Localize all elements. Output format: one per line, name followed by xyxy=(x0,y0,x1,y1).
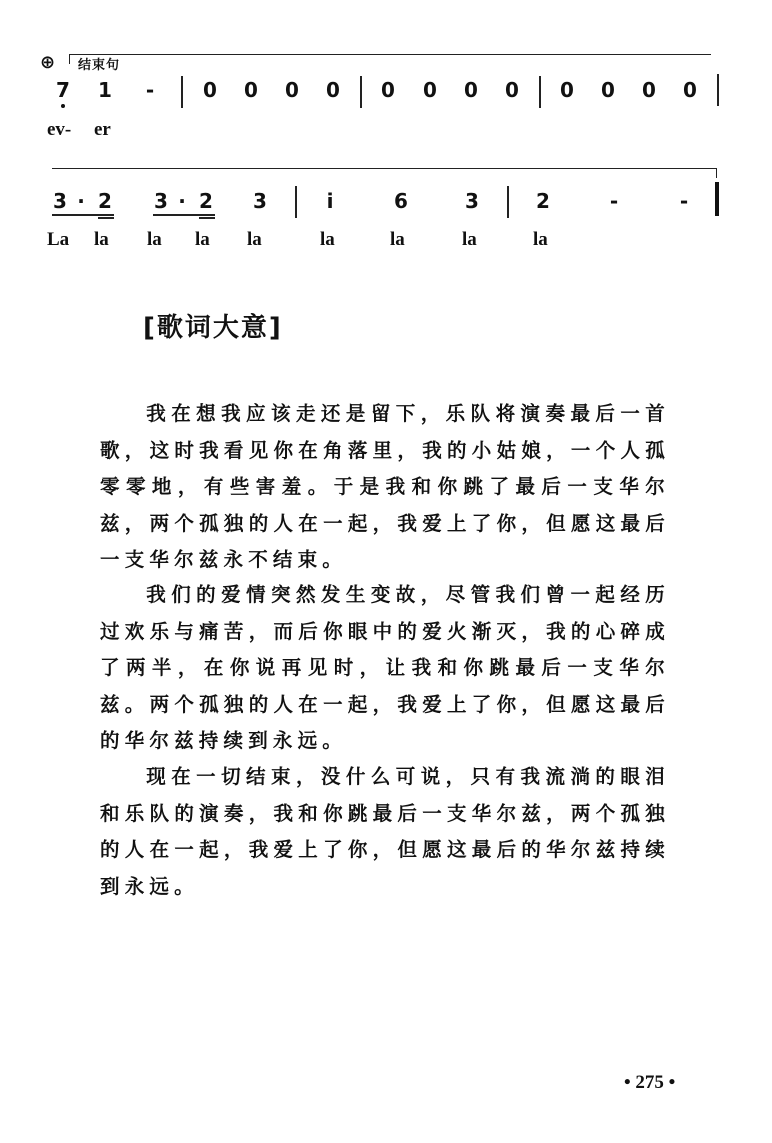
section-bracket-line xyxy=(52,168,717,169)
note: 2 xyxy=(98,189,112,213)
dash: - xyxy=(679,189,689,213)
lower-octave-dot xyxy=(61,104,65,108)
rest: 0 xyxy=(505,78,519,102)
lyric: la xyxy=(195,229,210,250)
barline xyxy=(539,76,541,108)
rest: 0 xyxy=(203,78,217,102)
section-label: 结束句 xyxy=(78,58,121,73)
eighth-underline xyxy=(52,214,114,216)
note: 3 xyxy=(154,189,168,213)
barline xyxy=(507,186,509,218)
lyric: la xyxy=(94,229,109,250)
rest: 0 xyxy=(560,78,574,102)
sixteenth-underline xyxy=(199,217,215,219)
barline xyxy=(717,74,719,106)
paragraph-3 xyxy=(100,759,670,905)
rest: 0 xyxy=(423,78,437,102)
lyric: la xyxy=(533,229,548,250)
rest: 0 xyxy=(642,78,656,102)
note: 3 xyxy=(253,189,267,213)
rest: 0 xyxy=(683,78,697,102)
lyric: er xyxy=(94,119,111,140)
note-high: i xyxy=(326,189,334,213)
lyric: la xyxy=(247,229,262,250)
section-heading: [歌词大意] xyxy=(143,313,283,343)
note: 2 xyxy=(536,189,550,213)
lyric: la xyxy=(147,229,162,250)
note: 7 xyxy=(56,78,70,102)
paragraph-text: 我在想我应该走还是留下，乐队将演奏最后一首歌，这时我看见你在角落里，我的小姑娘，一个人孤零零地，有些害羞。于是我和你跳了最后一支华尔兹，两个孤独的人在一起，我爱上了你，但愿这最后一支华尔兹永不结束。 xyxy=(100,402,670,571)
paragraph-1 xyxy=(100,396,670,579)
dash: - xyxy=(609,189,619,213)
lyric: ev- xyxy=(47,119,72,140)
note: 2 xyxy=(199,189,213,213)
rest: 0 xyxy=(244,78,258,102)
rest: 0 xyxy=(381,78,395,102)
barline xyxy=(360,76,362,108)
section-bracket-tick xyxy=(716,168,717,178)
dash: - xyxy=(145,78,155,102)
paragraph-2 xyxy=(100,577,670,760)
paragraph-text: 我们的爱情突然发生变故，尽管我们曾一起经历过欢乐与痛苦，而后你眼中的爱火渐灭，我的心碎成了两半，在你说再见时，让我和你跳最后一支华尔兹。两个孤独的人在一起，我爱上了你，但愿这最后的华尔兹持续到永远。 xyxy=(100,583,670,752)
lyric: la xyxy=(462,229,477,250)
sixteenth-underline xyxy=(98,217,114,219)
section-bracket-tick xyxy=(69,55,70,64)
barline xyxy=(181,76,183,108)
final-barline xyxy=(715,182,719,216)
page-number: • 275 • xyxy=(624,1072,676,1093)
dot: · xyxy=(77,189,85,213)
rest: 0 xyxy=(601,78,615,102)
lyric: la xyxy=(320,229,335,250)
rest: 0 xyxy=(326,78,340,102)
rest: 0 xyxy=(285,78,299,102)
note: 3 xyxy=(465,189,479,213)
barline xyxy=(295,186,297,218)
eighth-underline xyxy=(153,214,215,216)
section-bracket-line xyxy=(69,54,711,55)
lyric: la xyxy=(390,229,405,250)
note: 6 xyxy=(394,189,408,213)
note: 1 xyxy=(98,78,112,102)
dot: · xyxy=(178,189,186,213)
coda-icon: ⊕ xyxy=(40,52,56,73)
note: 3 xyxy=(53,189,67,213)
lyric: La xyxy=(47,229,70,250)
rest: 0 xyxy=(464,78,478,102)
paragraph-text: 现在一切结束，没什么可说，只有我流淌的眼泪和乐队的演奏，我和你跳最后一支华尔兹，两个孤独的人在一起，我爱上了你，但愿这最后的华尔兹持续到永远。 xyxy=(100,765,670,898)
